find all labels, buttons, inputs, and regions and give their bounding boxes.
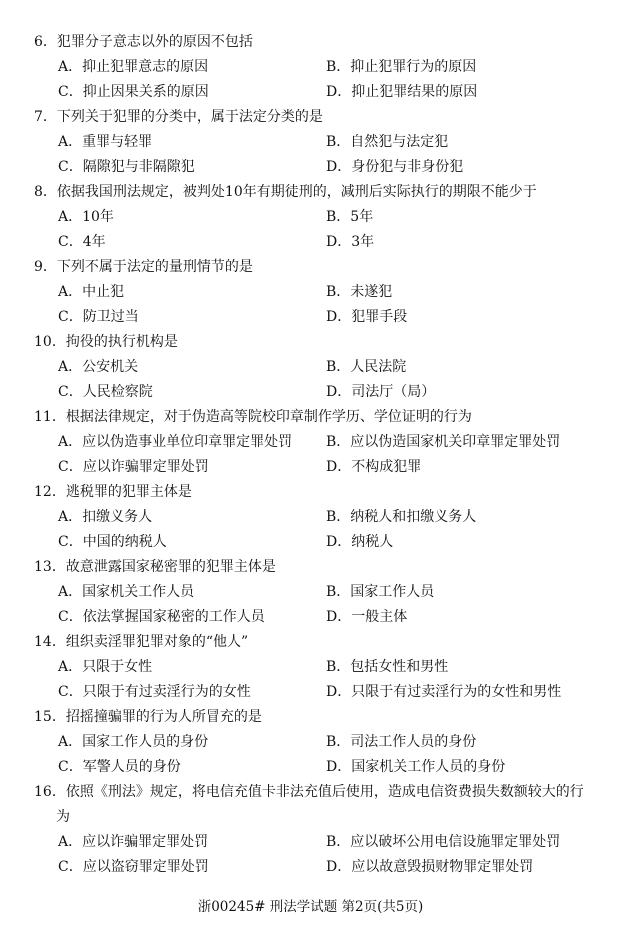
question-10-option-b: B．人民法院: [326, 359, 407, 375]
question-16-option-c: C．应以盗窃罪定罪处罚: [58, 859, 209, 875]
question-11-option-a: A．应以伪造事业单位印章罪定罪处罚: [58, 434, 293, 450]
question-6-option-d: D．抑止犯罪结果的原因: [326, 84, 478, 100]
question-6-option-b: B．抑止犯罪行为的原因: [326, 59, 477, 75]
question-15-option-b: B．司法工作人员的身份: [326, 734, 477, 750]
question-13-option-c: C．依法掌握国家秘密的工作人员: [58, 609, 265, 625]
page-footer: 浙00245# 刑法学试题 第2页(共5页): [197, 899, 424, 915]
question-11-stem: 11．根据法律规定，对于伪造高等院校印章制作学历、学位证明的行为: [34, 409, 472, 425]
question-10-option-c: C．人民检察院: [58, 384, 153, 400]
question-8-option-c: C．4年: [58, 234, 106, 250]
question-10-option-a: A．公安机关: [58, 359, 139, 375]
question-15-option-c: C．军警人员的身份: [58, 759, 181, 775]
question-9-option-a: A．中止犯: [58, 284, 125, 300]
question-13-option-d: D．一般主体: [326, 609, 408, 625]
question-7-stem: 7．下列关于犯罪的分类中，属于法定分类的是: [34, 109, 323, 125]
question-12-option-c: C．中国的纳税人: [58, 534, 167, 550]
question-15-option-d: D．国家机关工作人员的身份: [326, 759, 506, 775]
question-7-option-c: C．隔隙犯与非隔隙犯: [58, 159, 195, 175]
question-12-option-b: B．纳税人和扣缴义务人: [326, 509, 477, 525]
question-15-stem: 15．招摇撞骗罪的行为人所冒充的是: [34, 709, 262, 725]
question-13-stem: 13．故意泄露国家秘密罪的犯罪主体是: [34, 559, 276, 575]
question-16-stem-text: 16．依照《刑法》规定，将电信充值卡非法充值后使用，造成电信资费损失数额较大的行为: [34, 784, 584, 825]
question-14-option-a: A．只限于女性: [58, 659, 153, 675]
question-9-stem: 9．下列不属于法定的量刑情节的是: [34, 259, 253, 275]
question-16-option-b: B．应以破坏公用电信设施罪定罪处罚: [326, 834, 561, 850]
question-16-stem: [34, 780, 590, 830]
question-8-option-d: D．3年: [326, 234, 375, 250]
question-11-option-c: C．应以诈骗罪定罪处罚: [58, 459, 209, 475]
question-14-stem: 14．组织卖淫罪犯罪对象的“他人”: [34, 634, 249, 650]
question-11-option-d: D．不构成犯罪: [326, 459, 422, 475]
question-6-option-a: A．抑止犯罪意志的原因: [58, 59, 209, 75]
question-14-option-b: B．包括女性和男性: [326, 659, 449, 675]
question-10-option-d: D．司法厅（局）: [326, 384, 436, 400]
question-12-option-d: D．纳税人: [326, 534, 394, 550]
question-8-stem: 8．依据我国刑法规定，被判处10年有期徒刑的，减刑后实际执行的期限不能少于: [34, 184, 537, 200]
question-7-option-d: D．身份犯与非身份犯: [326, 159, 464, 175]
question-9-option-b: B．未遂犯: [326, 284, 393, 300]
question-9-option-d: D．犯罪手段: [326, 309, 408, 325]
question-7-option-b: B．自然犯与法定犯: [326, 134, 449, 150]
question-13-option-b: B．国家工作人员: [326, 584, 435, 600]
question-14-option-c: C．只限于有过卖淫行为的女性: [58, 684, 251, 700]
question-7-option-a: A．重罪与轻罪: [58, 134, 153, 150]
question-13-option-a: A．国家机关工作人员: [58, 584, 195, 600]
question-12-option-a: A．扣缴义务人: [58, 509, 153, 525]
question-6-option-c: C．抑止因果关系的原因: [58, 84, 209, 100]
question-6-stem: 6．犯罪分子意志以外的原因不包括: [34, 34, 253, 50]
question-9-option-c: C．防卫过当: [58, 309, 139, 325]
question-10-stem: 10．拘役的执行机构是: [34, 334, 178, 350]
question-15-option-a: A．国家工作人员的身份: [58, 734, 209, 750]
question-16-option-a: A．应以诈骗罪定罪处罚: [58, 834, 209, 850]
question-8-option-a: A．10年: [58, 209, 114, 225]
question-12-stem: 12．逃税罪的犯罪主体是: [34, 484, 192, 500]
question-11-option-b: B．应以伪造国家机关印章罪定罪处罚: [326, 434, 561, 450]
question-16-option-d: D．应以故意毁损财物罪定罪处罚: [326, 859, 534, 875]
question-8-option-b: B．5年: [326, 209, 374, 225]
question-14-option-d: D．只限于有过卖淫行为的女性和男性: [326, 684, 562, 700]
